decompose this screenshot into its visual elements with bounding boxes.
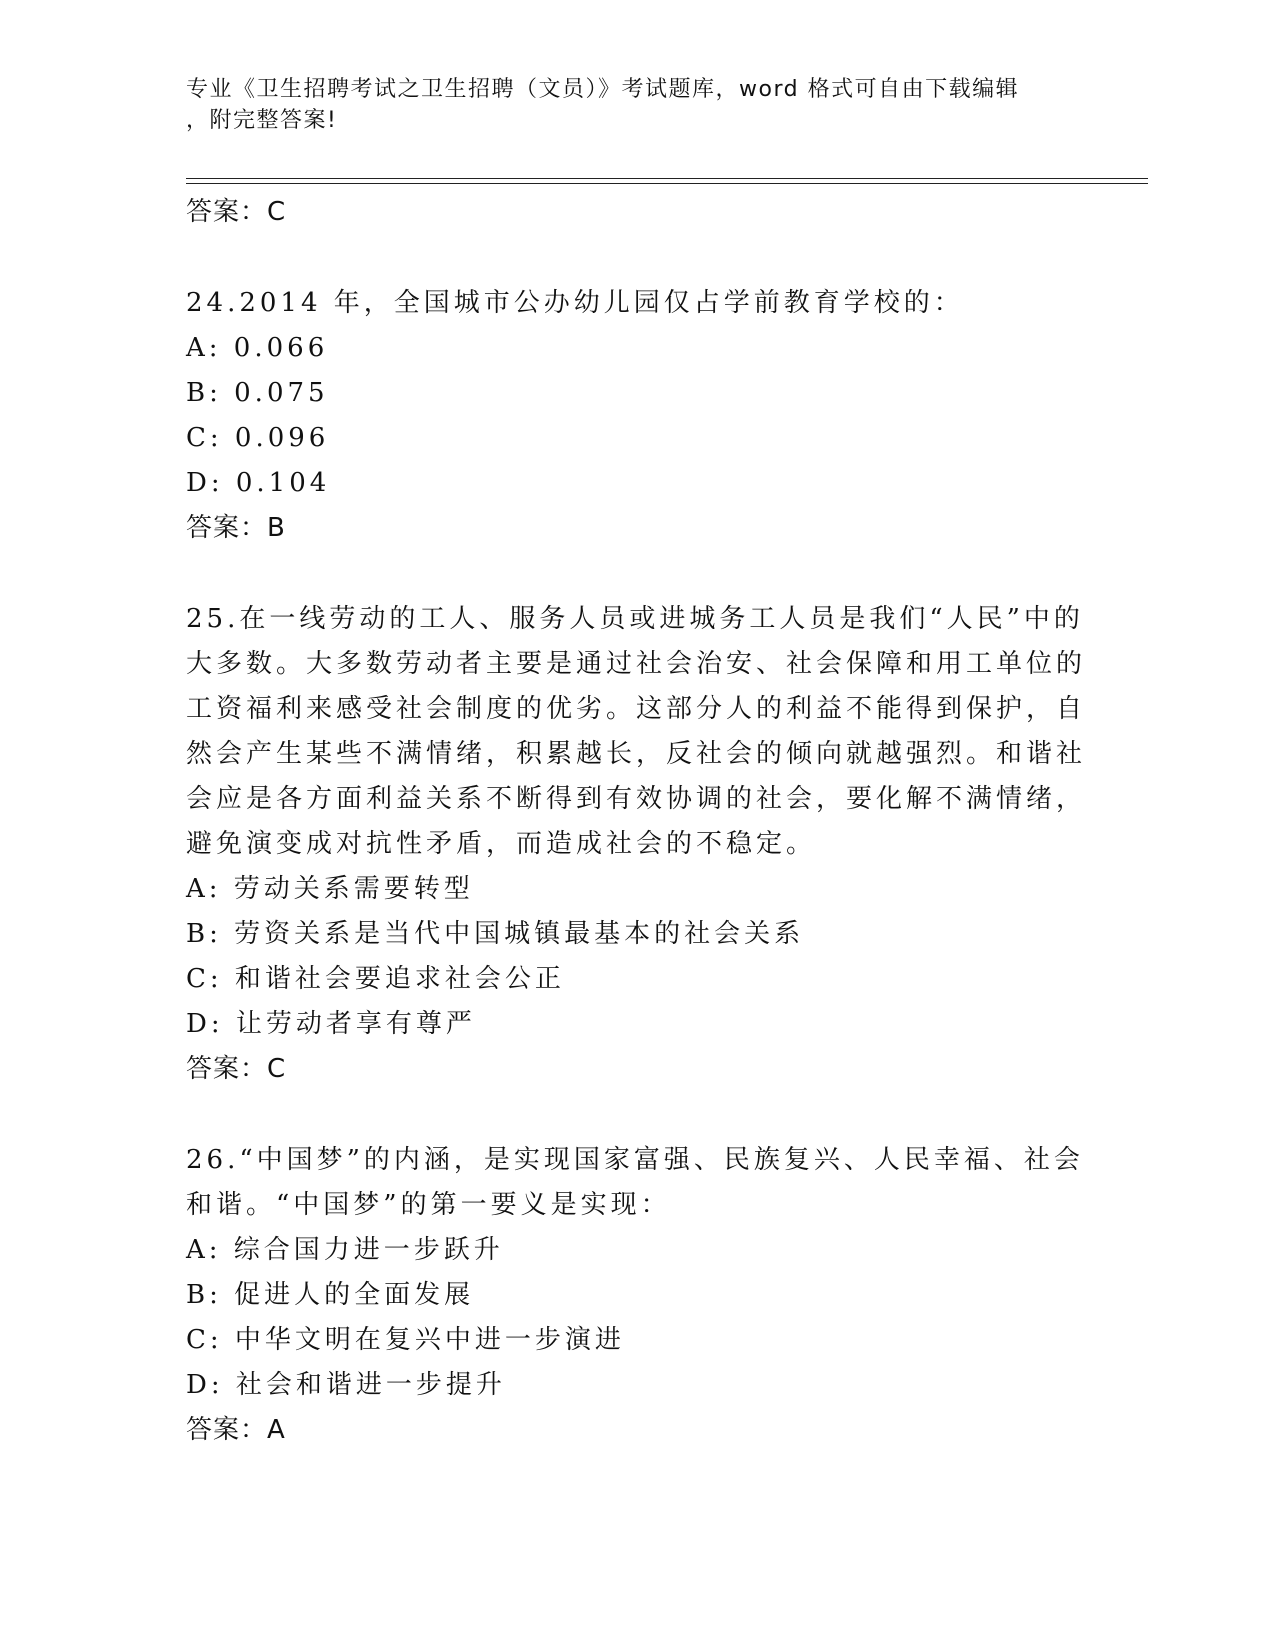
option-c: C: 中华文明在复兴中进一步演进 [186, 1325, 625, 1355]
option-d: D: 0.104 [186, 468, 331, 498]
question-stem [186, 597, 1086, 867]
option-c: C: 0.096 [186, 423, 330, 453]
question-24 [186, 281, 1086, 551]
stem-line: 25.在一线劳动的工人、服务人员或进城务工人员是我们“人民”中的 [186, 604, 1084, 634]
header-text-line1: 专业《卫生招聘考试之卫生招聘（文员）》考试题库，word 格式可自由下载编辑 [186, 77, 1020, 102]
option-b: B: 0.075 [186, 378, 329, 408]
option-d: D: 让劳动者享有尊严 [186, 1009, 476, 1039]
question-26 [186, 1138, 1086, 1453]
question-stem [186, 1138, 1086, 1228]
header-rule-top [186, 178, 1148, 179]
answer-label: 答案：A [186, 1415, 286, 1445]
stem-line: 避免演变成对抗性矛盾，而造成社会的不稳定。 [186, 829, 817, 859]
stem-line: 工资福利来感受社会制度的优劣。这部分人的利益不能得到保护，自 [186, 694, 1087, 724]
header-text-line2: ，附完整答案! [186, 108, 338, 133]
answer-label: 答案：C [186, 1054, 287, 1084]
answer-label: 答案：B [186, 513, 286, 543]
header-rule-bottom [186, 183, 1148, 184]
option-b: B: 促进人的全面发展 [186, 1280, 475, 1310]
stem-line: 会应是各方面利益关系不断得到有效协调的社会，要化解不满情绪， [186, 784, 1087, 814]
stem-line: 和谐。“中国梦”的第一要义是实现： [186, 1190, 671, 1220]
question-list [186, 190, 1086, 1453]
option-a: A: 综合国力进一步跃升 [186, 1235, 504, 1265]
previous-answer: 答案：C [186, 197, 287, 227]
option-a: A: 0.066 [186, 333, 329, 363]
option-b: B: 劳资关系是当代中国城镇最基本的社会关系 [186, 919, 805, 949]
stem-line: 26.“中国梦”的内涵，是实现国家富强、民族复兴、人民幸福、社会 [186, 1145, 1084, 1175]
question-25 [186, 597, 1086, 1092]
stem-line: 大多数。大多数劳动者主要是通过社会治安、社会保障和用工单位的 [186, 649, 1087, 679]
option-a: A: 劳动关系需要转型 [186, 874, 474, 904]
page-header [186, 74, 1066, 136]
option-d: D: 社会和谐进一步提升 [186, 1370, 506, 1400]
option-c: C: 和谐社会要追求社会公正 [186, 964, 565, 994]
stem-line: 24.2014 年，全国城市公办幼儿园仅占学前教育学校的： [186, 288, 964, 318]
stem-line: 然会产生某些不满情绪，积累越长，反社会的倾向就越强烈。和谐社 [186, 739, 1087, 769]
question-stem [186, 281, 1086, 326]
